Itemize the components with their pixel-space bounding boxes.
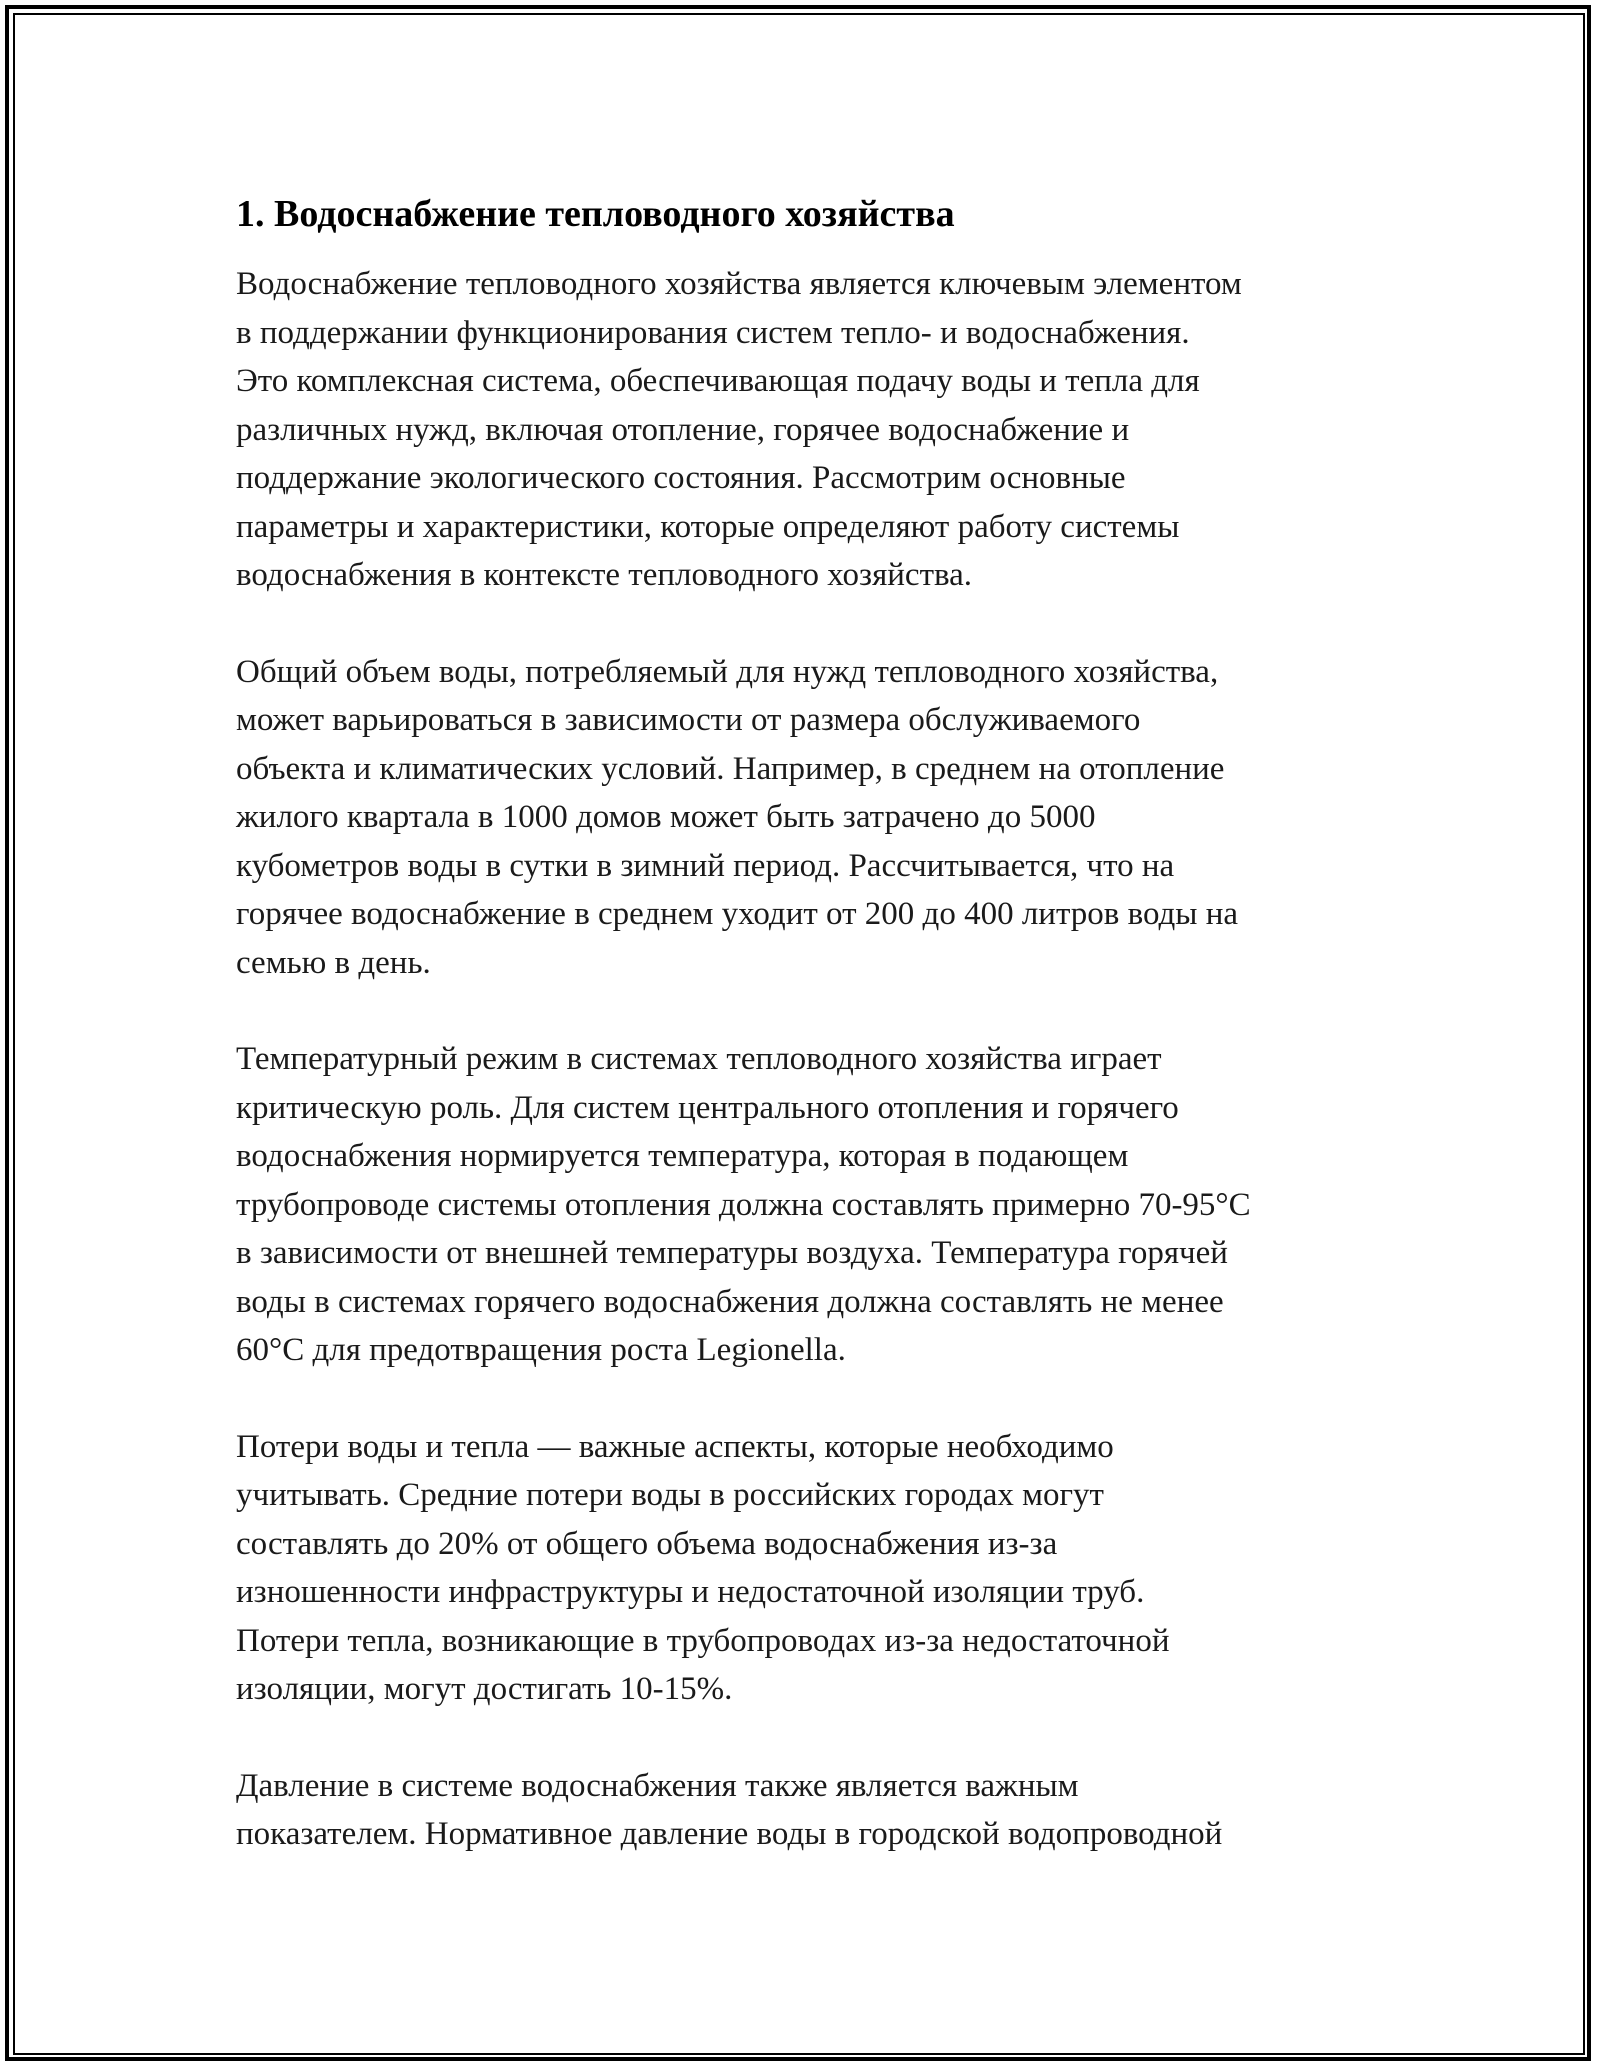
text-line: показателем. Нормативное давление воды в городской водопроводной: [236, 1816, 1223, 1852]
text-line: воды в системах горячего водоснабжения должна составлять не менее: [236, 1283, 1224, 1320]
text-line: критическую роль. Для систем центрального отопления и горячего: [236, 1089, 1179, 1126]
text-line: изношенности инфраструктуры и недостаточной изоляции труб.: [236, 1574, 1145, 1610]
text-line: водоснабжения нормируется температура, которая в подающем: [236, 1138, 1129, 1174]
text-line: Это комплексная система, обеспечивающая подачу воды и тепла для: [236, 363, 1200, 399]
text-line: поддержание экологического состояния. Рассмотрим основные: [236, 460, 1126, 496]
section-heading: 1. Водоснабжение тепловодного хозяйства: [236, 193, 955, 235]
text-line: Потери воды и тепла — важные аспекты, которые необходимо: [236, 1428, 1114, 1465]
text-line: учитывать. Средние потери воды в российских городах могут: [236, 1477, 1104, 1513]
text-line: кубометров воды в сутки в зимний период. Рассчитывается, что на: [236, 847, 1175, 884]
text-line: Общий объем воды, потребляемый для нужд тепловодного хозяйства,: [236, 653, 1219, 690]
text-line: Потери тепла, возникающие в трубопроводах из-за недостаточной: [236, 1622, 1170, 1659]
text-line: трубопроводе системы отопления должна составлять примерно 70-95°C: [236, 1186, 1251, 1223]
paragraph-introduction: [236, 260, 1386, 600]
text-line: водоснабжения в контексте тепловодного хозяйства.: [236, 557, 973, 593]
paragraph-water-volume: [236, 648, 1386, 988]
text-line: может варьироваться в зависимости от размера обслуживаемого: [236, 702, 1141, 738]
text-line: в зависимости от внешней температуры воздуха. Температура горячей: [236, 1235, 1228, 1271]
text-line: объекта и климатических условий. Например, в среднем на отопление: [236, 750, 1225, 787]
text-line: параметры и характеристики, которые определяют работу системы: [236, 508, 1180, 545]
paragraph-losses: [236, 1423, 1386, 1714]
text-line: горячее водоснабжение в среднем уходит от 200 до 400 литров воды на: [236, 896, 1239, 932]
text-line: семью в день.: [236, 944, 431, 981]
document-body: [236, 186, 1386, 1907]
text-line: Водоснабжение тепловодного хозяйства является ключевым элементом: [236, 266, 1242, 302]
text-line: различных нужд, включая отопление, горячее водоснабжение и: [236, 411, 1130, 448]
paragraph-temperature-mode: [236, 1035, 1386, 1375]
text-line: жилого квартала в 1000 домов может быть затрачено до 5000: [236, 799, 1096, 835]
text-line: составлять до 20% от общего объема водоснабжения из-за: [236, 1525, 1058, 1562]
text-line: в поддержании функционирования систем тепло- и водоснабжения.: [236, 314, 1190, 351]
text-line: 60°C для предотвращения роста Legionella.: [236, 1332, 846, 1368]
text-line: Температурный режим в системах тепловодного хозяйства играет: [236, 1041, 1162, 1077]
text-line: изоляции, могут достигать 10-15%.: [236, 1671, 733, 1707]
paragraph-pressure: [236, 1762, 1386, 1859]
text-line: Давление в системе водоснабжения также является важным: [236, 1767, 1079, 1804]
